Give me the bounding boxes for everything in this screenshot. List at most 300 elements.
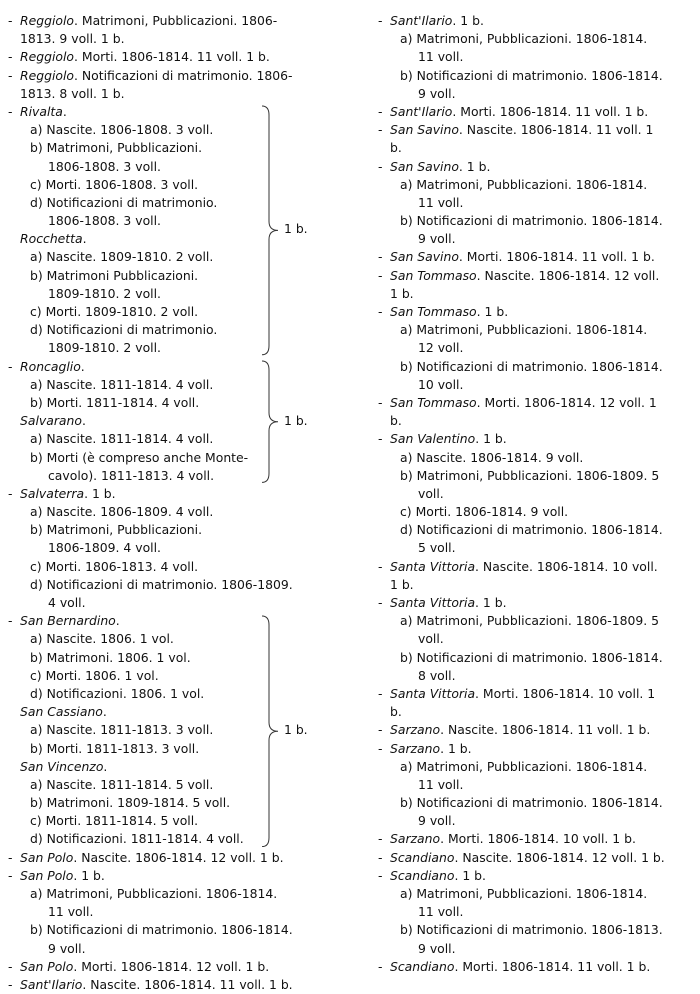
entry-detail: 11 voll. — [48, 904, 94, 920]
entry-text — [20, 67, 293, 85]
entry-continuation-line — [378, 776, 680, 794]
place-name: Reggiolo — [20, 13, 75, 28]
entry-detail: a) Matrimoni, Pubblicazioni. 1806-1814. — [400, 322, 648, 338]
entry-line — [378, 303, 680, 321]
entry-text — [30, 558, 198, 576]
entry-detail: b) Morti (è compreso anche Monte- — [30, 449, 249, 465]
list-dash: - — [8, 103, 13, 119]
entry-detail: . 1 b. — [458, 158, 491, 174]
entry-line — [378, 248, 680, 266]
entry-detail: 1 b. — [390, 576, 414, 592]
entry-detail: . Morti. 1806-1814. 12 voll. 1 — [476, 394, 657, 410]
place-name: Sant'Ilario — [390, 103, 453, 119]
entry-text — [418, 376, 463, 394]
entry-detail: c) Morti. 1811-1814. 5 voll. — [30, 813, 199, 829]
entry-detail: voll. — [418, 631, 444, 647]
entry-detail: 1813. 8 voll. 1 b. — [20, 85, 125, 101]
entry-text — [30, 721, 213, 739]
entry-detail: a) Matrimoni, Pubblicazioni. 1806-1814. — [400, 886, 648, 901]
entry-text — [30, 194, 217, 212]
entry-detail: b) Notificazioni di matrimonio. 1806-1814. — [400, 213, 663, 229]
entry-text — [400, 921, 663, 939]
entry-text — [390, 103, 648, 121]
entry-detail: b) Morti. 1811-1814. 4 voll. — [30, 394, 200, 410]
entry-text — [30, 248, 213, 266]
entry-line — [378, 958, 680, 976]
entry-line — [378, 430, 680, 448]
entry-text — [418, 194, 463, 212]
entry-text — [48, 339, 161, 357]
entry-continuation-line — [8, 885, 318, 903]
entry-detail: c) Morti. 1809-1810. 2 voll. — [30, 304, 199, 319]
place-name: San Polo — [20, 867, 74, 883]
entry-detail: a) Nascite. 1811-1814. 5 voll. — [30, 776, 214, 792]
entry-text — [20, 48, 270, 66]
entry-detail: . 1 b. — [476, 304, 509, 319]
entry-line — [378, 594, 680, 612]
entry-detail: a) Matrimoni, Pubblicazioni. 1806-1814. — [30, 886, 278, 901]
place-name: Scandiano — [390, 958, 455, 974]
place-name: Sarzano — [390, 722, 441, 738]
list-dash: - — [8, 358, 13, 374]
entry-text — [390, 558, 658, 576]
group-brace — [260, 105, 280, 356]
entry-text — [20, 412, 86, 430]
entry-detail: b) Notificazioni di matrimonio. 1806-1813. — [400, 922, 663, 938]
entry-detail: 1806-1808. 3 voll. — [48, 213, 161, 229]
list-dash: - — [378, 722, 383, 738]
entry-text — [20, 612, 120, 630]
entry-text — [390, 394, 657, 412]
entry-text — [48, 212, 161, 230]
entry-line — [378, 721, 680, 739]
list-dash: - — [378, 103, 383, 119]
entry-continuation-line — [378, 230, 680, 248]
entry-line — [378, 867, 680, 885]
entry-detail: . Morti. 1806-1814. 11 voll. 1 b. — [454, 958, 651, 974]
entry-text — [30, 176, 198, 194]
entry-detail: . Nascite. 1806-1814. 10 voll. — [475, 558, 658, 574]
entry-text — [400, 212, 663, 230]
place-name: Scandiano — [390, 849, 455, 865]
entry-detail: . Morti. 1806-1814. 11 voll. 1 b. — [452, 103, 649, 119]
place-name: Sant'Ilario — [390, 13, 453, 28]
entry-detail: b) Matrimoni, Pubblicazioni. — [30, 522, 203, 538]
entry-line — [8, 849, 318, 867]
entry-continuation-line — [378, 30, 680, 48]
entry-continuation-line — [378, 903, 680, 921]
entry-continuation-line — [378, 630, 680, 648]
entry-text — [30, 394, 199, 412]
list-dash: - — [8, 485, 13, 501]
entry-continuation-line — [378, 921, 680, 939]
entry-detail: a) Nascite. 1806-1814. 9 voll. — [400, 449, 584, 465]
entry-text — [418, 339, 463, 357]
entry-text — [390, 867, 486, 885]
entry-line — [378, 740, 680, 758]
list-dash: - — [378, 595, 383, 610]
entry-continuation-line — [378, 576, 680, 594]
entry-detail: . Morti. 1806-1814. 12 voll. 1 b. — [73, 958, 270, 974]
entry-text — [418, 776, 463, 794]
entry-detail: 11 voll. — [418, 49, 464, 65]
entry-text — [30, 267, 198, 285]
entry-detail: a) Matrimoni, Pubblicazioni. 1806-1814. — [400, 758, 648, 774]
list-dash: - — [378, 958, 383, 974]
entry-text — [30, 303, 198, 321]
entry-text — [20, 230, 87, 248]
entry-text — [30, 830, 244, 848]
entry-text — [418, 485, 444, 503]
entry-detail: b. — [390, 413, 402, 429]
entry-detail: b) Notificazioni di matrimonio. 1806-1814. — [400, 358, 663, 374]
entry-detail: a) Nascite. 1811-1814. 4 voll. — [30, 431, 214, 447]
entry-continuation-line — [378, 667, 680, 685]
entry-text — [30, 430, 213, 448]
entry-continuation-line — [378, 649, 680, 667]
entry-text — [48, 940, 86, 958]
entry-continuation-line — [8, 85, 318, 103]
entry-detail: . 1 b. — [440, 740, 472, 756]
entry-text — [30, 812, 198, 830]
entry-line — [378, 849, 680, 867]
entry-detail: . Notificazioni di matrimonio. 1806- — [74, 67, 293, 83]
brace-label: 1 b. — [284, 721, 308, 737]
entry-text — [20, 976, 293, 994]
entry-text — [390, 958, 650, 976]
entry-detail: d) Notificazioni di matrimonio. — [30, 194, 218, 210]
entry-text — [390, 412, 402, 430]
entry-text — [400, 67, 663, 85]
entry-detail: a) Nascite. 1809-1810. 2 voll. — [30, 249, 214, 265]
entry-detail: . Nascite. 1806-1814. 12 voll. — [476, 267, 660, 283]
entry-line — [378, 12, 680, 30]
place-name: Santa Vittoria — [390, 595, 476, 610]
entry-detail: b. — [390, 704, 402, 720]
entry-text — [20, 849, 284, 867]
entry-continuation-line — [378, 67, 680, 85]
entry-continuation-line — [378, 940, 680, 958]
entry-text — [390, 303, 508, 321]
entry-line — [378, 830, 680, 848]
entry-line — [378, 103, 680, 121]
list-dash: - — [8, 67, 13, 83]
entry-detail: b. — [390, 140, 402, 156]
entry-detail: b) Matrimoni Pubblicazioni. — [30, 267, 199, 283]
entry-line — [8, 485, 318, 503]
place-name: Santa Vittoria — [390, 685, 476, 701]
entry-text — [30, 503, 213, 521]
entry-detail: c) Morti. 1806-1813. 4 voll. — [30, 558, 199, 574]
entry-text — [30, 794, 230, 812]
entry-detail: a) Nascite. 1806-1808. 3 voll. — [30, 122, 214, 138]
entry-detail: d) Notificazioni di matrimonio. 1806-1814. — [400, 522, 663, 538]
entry-text — [30, 449, 248, 467]
entry-text — [400, 612, 659, 630]
entry-text — [400, 521, 663, 539]
entry-detail: b) Matrimoni. 1809-1814. 5 voll. — [30, 795, 231, 811]
entry-text — [418, 630, 444, 648]
entry-detail: . Nascite. 1806-1814. 11 voll. 1 — [458, 122, 654, 138]
entry-continuation-line — [378, 794, 680, 812]
entry-line — [8, 976, 318, 994]
entry-text — [400, 467, 659, 485]
entry-text — [418, 85, 456, 103]
entry-text — [400, 30, 647, 48]
entry-detail: c) Morti. 1806-1808. 3 voll. — [30, 176, 199, 192]
place-name: Reggiolo — [20, 49, 75, 65]
entry-detail: 11 voll. — [418, 904, 464, 920]
entry-continuation-line — [378, 358, 680, 376]
place-name: San Polo — [20, 958, 74, 974]
entry-line — [8, 958, 318, 976]
entry-detail: . — [62, 103, 67, 119]
list-dash: - — [8, 613, 13, 629]
entry-continuation-line — [378, 412, 680, 430]
entry-text — [30, 376, 213, 394]
entry-detail: . — [103, 758, 108, 774]
entry-text — [390, 121, 653, 139]
entry-line — [378, 158, 680, 176]
entry-detail: . 1 b. — [452, 13, 484, 28]
entry-text — [30, 630, 174, 648]
place-name: San Tommaso — [390, 304, 477, 319]
entry-detail: 1806-1809. 4 voll. — [48, 540, 161, 556]
place-name: San Valentino — [390, 431, 476, 447]
place-name: Rocchetta — [20, 231, 83, 247]
entry-line — [378, 121, 680, 139]
entry-text — [390, 703, 402, 721]
entry-text — [400, 649, 663, 667]
list-dash: - — [378, 267, 383, 283]
entry-text — [20, 12, 277, 30]
entry-text — [390, 248, 655, 266]
entry-text — [30, 685, 204, 703]
entry-detail: 5 voll. — [418, 540, 456, 556]
entry-text — [20, 867, 105, 885]
entry-continuation-line — [378, 612, 680, 630]
entry-continuation-line — [8, 921, 318, 939]
entry-detail: 11 voll. — [418, 776, 464, 792]
entry-detail: . Morti. 1806-1814. 11 voll. 1 b. — [458, 249, 655, 265]
entry-detail: d) Notificazioni di matrimonio. — [30, 322, 218, 338]
entry-detail: c) Morti. 1806. 1 vol. — [30, 667, 159, 683]
entry-detail: 9 voll. — [418, 85, 456, 101]
list-dash: - — [378, 867, 383, 883]
list-dash: - — [378, 558, 383, 574]
entry-detail: . 1 b. — [454, 867, 486, 883]
place-name: Rivalta — [20, 103, 63, 119]
entry-text — [30, 321, 217, 339]
place-name: San Bernardino — [20, 613, 116, 629]
place-name: San Vincenzo — [20, 758, 104, 774]
entry-detail: a) Matrimoni, Pubblicazioni. 1806-1814. — [400, 31, 648, 47]
entry-text — [390, 740, 472, 758]
entry-text — [418, 940, 456, 958]
entry-detail: . Morti. 1806-1814. 10 voll. 1 — [475, 685, 656, 701]
entry-detail: 12 voll. — [418, 340, 464, 356]
place-name: Sant'Ilario — [20, 976, 83, 992]
place-name: San Tommaso — [390, 267, 477, 283]
entry-detail: . Nascite. 1806-1814. 12 voll. 1 b. — [73, 849, 284, 865]
entry-continuation-line — [378, 321, 680, 339]
entry-text — [390, 139, 402, 157]
list-dash: - — [378, 13, 383, 28]
entry-detail: b) Notificazioni di matrimonio. 1806-1814. — [30, 922, 293, 938]
list-dash: - — [378, 849, 383, 865]
entry-text — [418, 230, 456, 248]
list-dash: - — [378, 740, 383, 756]
entry-continuation-line — [378, 48, 680, 66]
entry-detail: b) Matrimoni, Pubblicazioni. — [30, 140, 203, 156]
list-dash: - — [378, 304, 383, 319]
entry-text — [418, 48, 463, 66]
list-dash: - — [8, 867, 13, 883]
entry-detail: 1809-1810. 2 voll. — [48, 285, 161, 301]
entry-continuation-line — [8, 521, 318, 539]
entry-text — [20, 358, 85, 376]
brace-label: 1 b. — [284, 221, 308, 237]
entry-detail: . 1 b. — [475, 595, 507, 610]
entry-detail: . 1 b. — [84, 485, 116, 501]
entry-detail: a) Nascite. 1811-1814. 4 voll. — [30, 376, 214, 392]
place-name: San Tommaso — [390, 394, 477, 410]
place-name: Roncaglio — [20, 358, 81, 374]
entry-text — [20, 958, 269, 976]
entry-detail: . Morti. 1806-1814. 11 voll. 1 b. — [74, 49, 270, 65]
entry-continuation-line — [378, 212, 680, 230]
entry-continuation-line — [378, 758, 680, 776]
entry-detail: a) Matrimoni, Pubblicazioni. 1806-1814. — [400, 176, 648, 192]
entry-text — [400, 885, 647, 903]
list-dash: - — [378, 394, 383, 410]
entry-text — [400, 321, 647, 339]
entry-detail: a) Nascite. 1811-1813. 3 voll. — [30, 722, 214, 738]
brace-label: 1 b. — [284, 412, 308, 428]
entry-detail: . — [82, 231, 87, 247]
entry-detail: 1806-1808. 3 voll. — [48, 158, 161, 174]
entry-text — [20, 30, 125, 48]
entry-detail: . Morti. 1806-1814. 10 voll. 1 b. — [440, 831, 636, 847]
entry-text — [390, 830, 636, 848]
entry-detail: cavolo). 1811-1813. 4 voll. — [48, 467, 215, 483]
entry-text — [20, 103, 67, 121]
entry-text — [20, 85, 125, 103]
entry-text — [30, 649, 191, 667]
entry-line — [378, 685, 680, 703]
right-column — [378, 12, 680, 976]
entry-detail: b) Morti. 1811-1813. 3 voll. — [30, 740, 200, 756]
entry-detail: voll. — [418, 485, 444, 501]
list-dash: - — [378, 685, 383, 701]
entry-text — [400, 758, 647, 776]
entry-detail: b) Matrimoni. 1806. 1 vol. — [30, 649, 191, 665]
entry-continuation-line — [378, 485, 680, 503]
place-name: Sarzano — [390, 740, 441, 756]
entry-text — [390, 849, 665, 867]
entry-text — [30, 139, 202, 157]
place-name: Salvaterra — [20, 485, 85, 501]
entry-detail: 8 voll. — [418, 667, 456, 683]
entry-detail: . Nascite. 1806-1814. 11 voll. 1 b. — [440, 722, 651, 738]
entry-continuation-line — [8, 594, 318, 612]
list-dash: - — [8, 976, 13, 992]
list-dash: - — [378, 249, 383, 265]
entry-text — [418, 539, 456, 557]
entry-detail: 9 voll. — [418, 813, 456, 829]
entry-text — [418, 667, 456, 685]
entry-continuation-line — [378, 467, 680, 485]
entry-text — [48, 467, 214, 485]
list-dash: - — [8, 49, 13, 65]
entry-text — [20, 703, 107, 721]
group-brace — [260, 615, 280, 848]
entry-text — [390, 721, 650, 739]
place-name: San Savino — [390, 249, 459, 265]
entry-detail: b) Notificazioni di matrimonio. 1806-1814. — [400, 67, 663, 83]
entry-detail: 11 voll. — [418, 194, 464, 210]
entry-detail: . Nascite. 1806-1814. 11 voll. 1 b. — [82, 976, 293, 992]
place-name: Scandiano — [390, 867, 455, 883]
entry-detail: 10 voll. — [418, 376, 464, 392]
list-dash: - — [378, 831, 383, 847]
entry-text — [30, 921, 293, 939]
entry-text — [390, 430, 507, 448]
entry-detail: 1 b. — [390, 285, 414, 301]
entry-detail: d) Notificazioni. 1811-1814. 4 voll. — [30, 831, 244, 847]
place-name: San Savino — [390, 158, 459, 174]
entry-line — [8, 12, 318, 30]
left-column — [8, 12, 318, 994]
entry-detail: . 1 b. — [475, 431, 507, 447]
entry-continuation-line — [8, 30, 318, 48]
list-dash: - — [8, 13, 13, 28]
entry-line — [378, 394, 680, 412]
entry-detail: 9 voll. — [418, 940, 456, 956]
entry-continuation-line — [378, 539, 680, 557]
entry-detail: . — [81, 413, 86, 429]
list-dash: - — [378, 122, 383, 138]
entry-continuation-line — [8, 539, 318, 557]
entry-detail: 1809-1810. 2 voll. — [48, 340, 161, 356]
entry-text — [400, 794, 663, 812]
entry-text — [30, 667, 159, 685]
entry-continuation-line — [378, 139, 680, 157]
entry-detail: . Matrimoni, Pubblicazioni. 1806- — [74, 13, 278, 28]
entry-detail: 1813. 9 voll. 1 b. — [20, 31, 125, 47]
entry-continuation-line — [378, 376, 680, 394]
list-dash: - — [8, 849, 13, 865]
entry-continuation-line — [378, 521, 680, 539]
place-name: Salvarano — [20, 413, 82, 429]
place-name: San Savino — [390, 122, 459, 138]
place-name: Santa Vittoria — [390, 558, 476, 574]
entry-text — [30, 776, 213, 794]
entry-text — [48, 594, 86, 612]
entry-detail: . — [102, 704, 107, 720]
entry-continuation-line — [378, 285, 680, 303]
entry-detail: d) Notificazioni di matrimonio. 1806-1809. — [30, 576, 293, 592]
entry-continuation-line — [8, 576, 318, 594]
entry-text — [390, 158, 490, 176]
group-brace — [260, 360, 280, 483]
entry-text — [30, 521, 202, 539]
entry-detail: 9 voll. — [48, 940, 86, 956]
entry-continuation-line — [378, 176, 680, 194]
entry-detail: a) Nascite. 1806-1809. 4 voll. — [30, 504, 214, 520]
place-name: San Polo — [20, 849, 74, 865]
entry-continuation-line — [8, 903, 318, 921]
